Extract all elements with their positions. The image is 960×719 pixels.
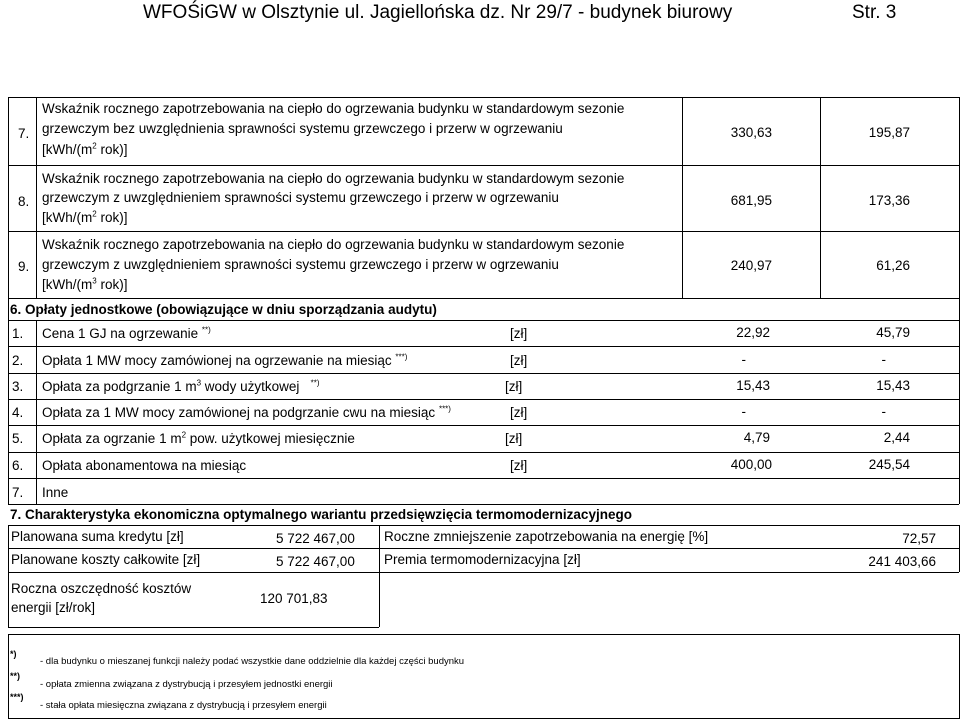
indicator-unit: [$kWh/(m^3$ rok)] <box>42 276 128 292</box>
table-border-top <box>8 525 959 526</box>
footnote-text: - opłata zmienna związana z dystrybucją i przesyłem jednostki energii <box>40 679 333 690</box>
fee-unit: [zł] <box>510 353 528 368</box>
fee-label: Opłata 1 MW mocy zamówionej na ogrzewanie na miesiąc ***) <box>42 352 408 368</box>
value-cell: - <box>741 352 746 367</box>
row-number: 6. <box>12 458 24 473</box>
row-number: 7. <box>18 126 30 141</box>
table-border-bottom <box>8 627 379 628</box>
reduction-value: 72,57 <box>902 531 936 546</box>
table-border-left <box>8 525 9 627</box>
indicator-description: Wskaźnik rocznego zapotrzebowania na ciepło do ogrzewania budynku w standardowym sezonie <box>42 101 625 116</box>
costs-label: Planowane koszty całkowite [zł] <box>11 552 201 567</box>
savings-label: Roczna oszczędność kosztów <box>11 581 192 596</box>
indicator-description: Wskaźnik rocznego zapotrzebowania na ciepło do ogrzewania budynku w standardowym sezonie <box>42 171 625 186</box>
table-col-divider <box>36 320 37 504</box>
costs-value: 5 722 467,00 <box>276 554 355 569</box>
box-border-top <box>8 634 959 635</box>
value-cell: 330,63 <box>730 125 772 140</box>
footnote-text: - stała opłata miesięczna związana z dystrybucją i przesyłem energii <box>40 700 327 711</box>
value-cell: 173,36 <box>868 193 910 208</box>
table-col-divider <box>682 97 683 298</box>
row-number: 3. <box>12 379 24 394</box>
premium-label: Premia termomodernizacyjna [zł] <box>384 552 581 567</box>
fee-label: Cena 1 GJ na ogrzewanie **) <box>42 325 211 341</box>
value-cell: 2,44 <box>883 430 910 445</box>
table-border-top <box>8 97 959 98</box>
value-cell: 15,43 <box>876 378 910 393</box>
table-col-divider <box>379 525 380 627</box>
page-number: Str. 3 <box>852 2 897 23</box>
value-cell: 245,54 <box>868 457 910 472</box>
indicator-description: grzewczym bez uwzględnienia sprawności systemu grzewczego i przerw w ogrzewaniu <box>42 121 563 136</box>
indicator-unit: [$kWh/(m^2$ rok)] <box>42 141 128 157</box>
footnote-mark: ***) <box>10 692 24 702</box>
credit-label: Planowana suma kredytu [zł] <box>11 529 184 544</box>
row-number: 2. <box>12 353 24 368</box>
value-cell: - <box>881 352 886 367</box>
indicator-description: grzewczym z uwzględnieniem sprawności systemu grzewczego i przerw w ogrzewaniu <box>42 190 559 205</box>
page-title: WFOŚiGW w Olsztynie ul. Jagiellońska dz. Nr 29/7 - budynek biurowy <box>143 2 733 23</box>
fee-label: Opłata za podgrzanie 1 $m^3$ wody użytkowej **) <box>42 378 320 394</box>
section-title-fees: 6. Opłaty jednostkowe (obowiązujące w dniu sporządzania audytu) <box>10 302 437 317</box>
fee-unit: [zł] <box>510 326 528 341</box>
table-row-divider <box>8 452 959 453</box>
table-row-divider <box>8 165 959 166</box>
fee-label: Opłata za ogrzanie 1 $m^2$ pow. użytkowej miesięcznie <box>42 430 355 446</box>
fee-unit: [zł] <box>505 431 523 446</box>
box-border-left <box>8 634 9 719</box>
row-number: 7. <box>12 485 24 500</box>
fee-unit: [zł] <box>510 458 528 473</box>
footnote-text: - dla budynku o mieszanej funkcji należy podać wszystkie dane oddzielnie dla każdej części budynku <box>40 656 465 667</box>
table-row-divider <box>8 548 959 549</box>
row-number: 4. <box>12 405 24 420</box>
row-number: 8. <box>18 194 30 209</box>
row-number: 9. <box>18 259 30 274</box>
section-divider <box>8 298 959 299</box>
row-number: 1. <box>12 326 24 341</box>
table-row-divider <box>8 399 959 400</box>
fee-unit: [zł] <box>505 379 523 394</box>
reduction-label: Roczne zmniejszenie zapotrzebowania na energię [%] <box>384 529 709 544</box>
indicator-description: Wskaźnik rocznego zapotrzebowania na ciepło do ogrzewania budynku w standardowym sezonie <box>42 237 625 252</box>
footnote-mark: *) <box>10 649 17 659</box>
value-cell: 4,79 <box>743 430 770 445</box>
footnote-mark: **) <box>10 671 21 681</box>
value-cell: 45,79 <box>876 325 910 340</box>
fee-label: Opłata za 1 MW mocy zamówionej na podgrzanie cwu na miesiąc ***) <box>42 404 451 420</box>
value-cell: - <box>741 404 746 419</box>
value-cell: 61,26 <box>876 258 910 273</box>
value-cell: 400,00 <box>730 457 772 472</box>
fee-unit: [zł] <box>510 405 528 420</box>
fee-label: Inne <box>42 485 69 500</box>
table-col-divider <box>36 97 37 298</box>
value-cell: 681,95 <box>730 193 772 208</box>
table-row-divider <box>8 572 959 573</box>
table-row-divider <box>8 478 959 479</box>
table-row-divider <box>8 346 959 347</box>
table-border-left <box>8 97 9 504</box>
table-row-divider <box>8 373 959 374</box>
value-cell: 240,97 <box>730 258 772 273</box>
table-row-divider <box>8 425 959 426</box>
value-cell: 22,92 <box>736 325 770 340</box>
premium-value: 241 403,66 <box>868 554 936 569</box>
value-cell: - <box>881 404 886 419</box>
indicator-description: grzewczym z uwzględnieniem sprawności systemu grzewczego i przerw w ogrzewaniu <box>42 257 559 272</box>
row-number: 5. <box>12 431 24 446</box>
table-row-divider <box>8 504 959 505</box>
fee-label: Opłata abonamentowa na miesiąc <box>42 458 247 473</box>
section-title-characteristics: 7. Charakterystyka ekonomiczna optymalnego wariantu przedsięwzięcia termomodernizacyjnego <box>10 507 632 522</box>
credit-value: 5 722 467,00 <box>276 531 355 546</box>
savings-label: energii [zł/rok] <box>11 600 96 615</box>
indicator-unit: [$kWh/(m^2$ rok)] <box>42 209 128 225</box>
savings-value: 120 701,83 <box>260 591 328 606</box>
table-row-divider <box>8 231 959 232</box>
table-col-divider <box>820 97 821 298</box>
value-cell: 15,43 <box>736 378 770 393</box>
value-cell: 195,87 <box>868 125 910 140</box>
section-divider <box>8 320 959 321</box>
